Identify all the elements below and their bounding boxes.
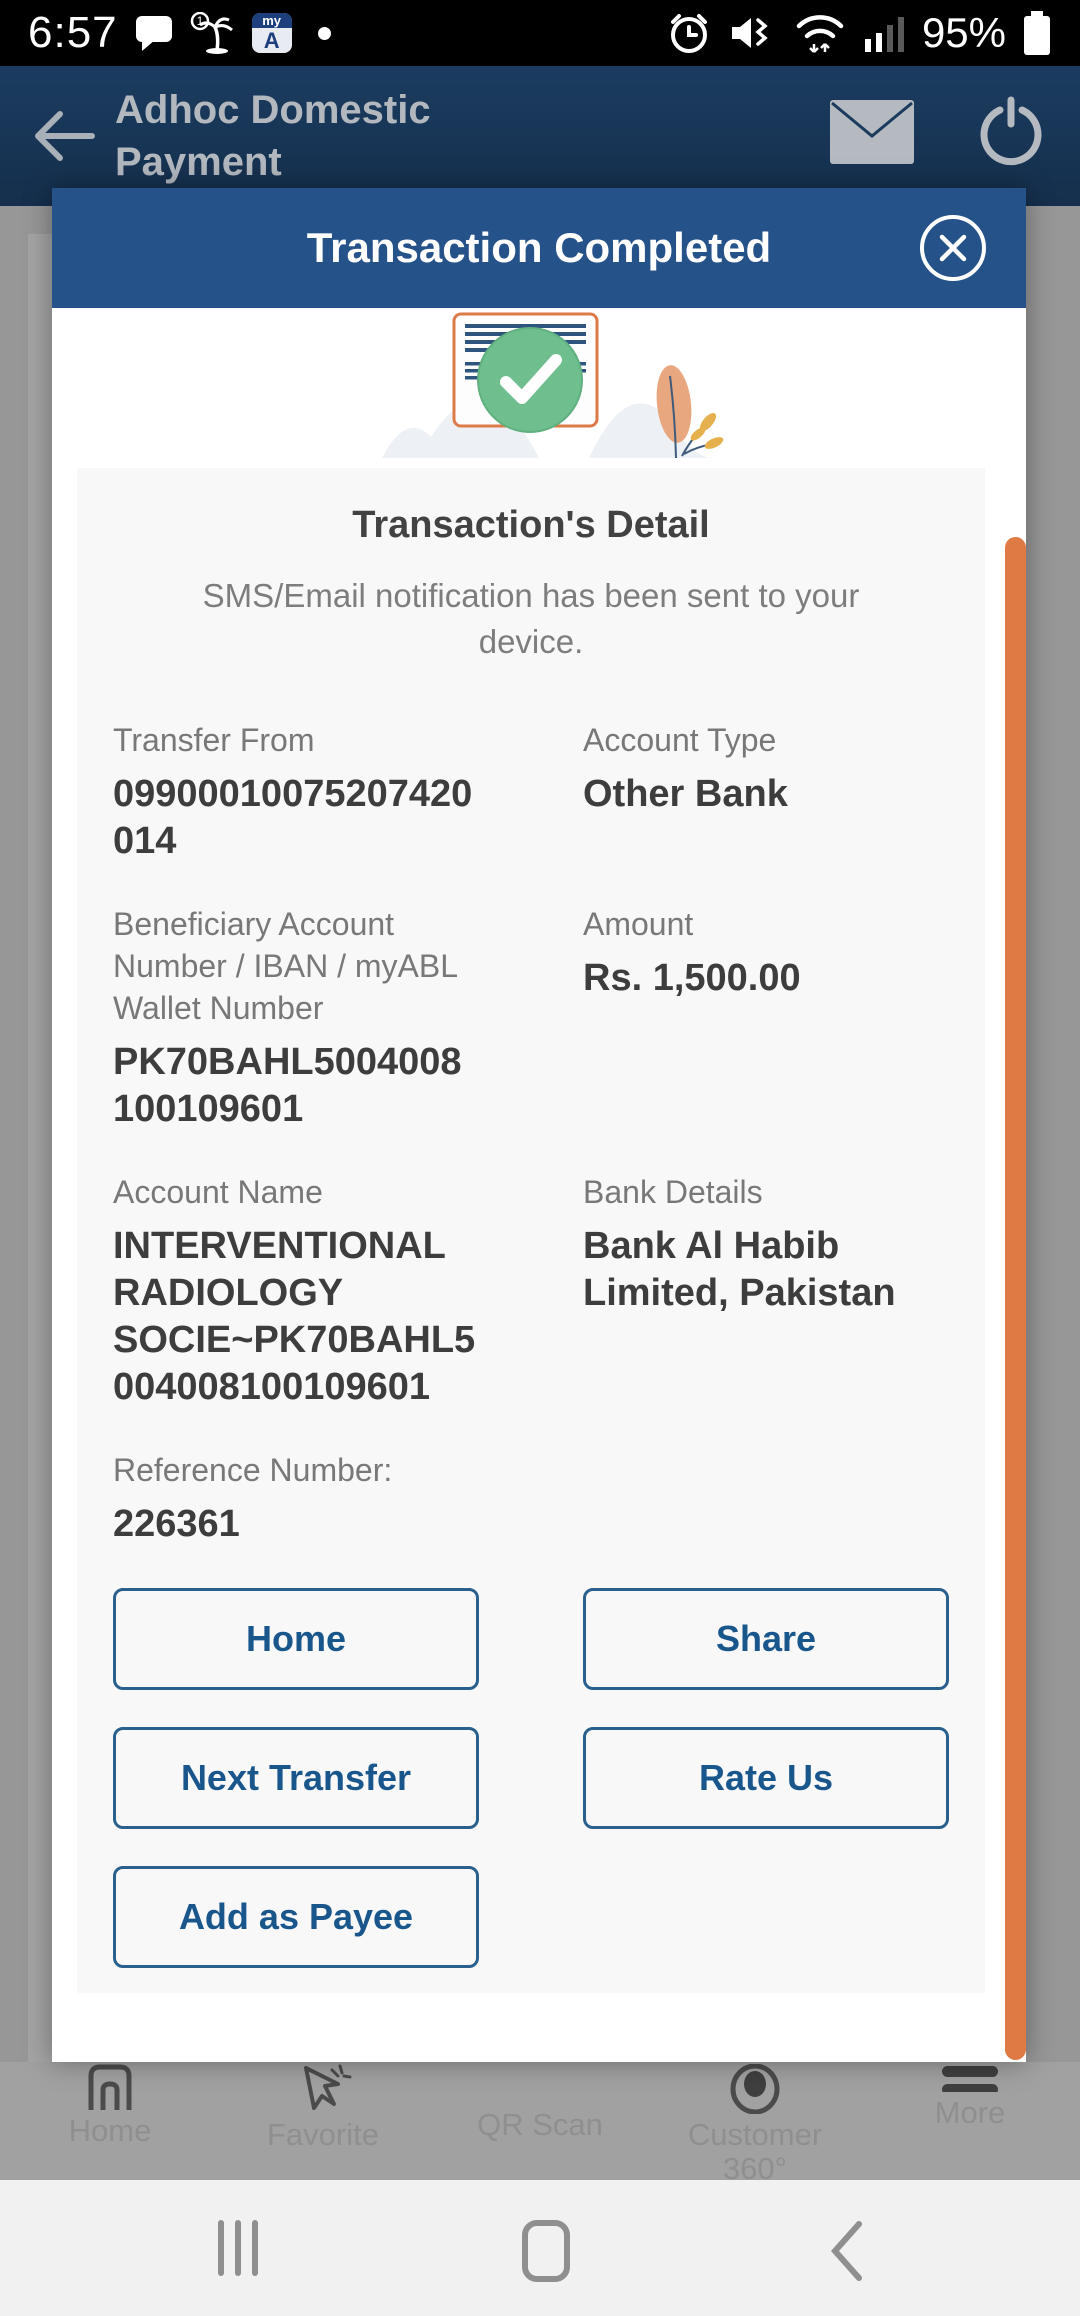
modal-title: Transaction Completed [306,224,772,271]
nav-label: Favorite [267,2117,379,2152]
field-amount [583,903,949,1133]
android-navigation-bar [0,2180,1080,2316]
customer-360-icon [726,2064,784,2114]
action-buttons [101,1588,961,1968]
vacation-app-notification-icon [190,12,236,54]
success-illustration [364,306,724,468]
home-button-icon[interactable] [522,2220,570,2282]
mail-icon[interactable] [828,98,916,168]
wifi-icon [792,10,848,56]
svg-text:1: 1 [196,14,203,28]
myabl-app-notification-icon: my A [252,13,292,53]
field-account-type [583,719,949,865]
field-transfer-from [113,719,479,865]
nav-item-more[interactable] [860,2062,1080,2130]
field-label: Reference Number: [113,1452,393,1488]
nav-label: QR Scan [477,2107,603,2142]
favorite-cursor-icon [292,2064,354,2114]
x-glyph [938,233,968,263]
close-icon[interactable] [920,215,986,281]
home-button[interactable]: Home [113,1588,479,1690]
message-notification-icon [134,14,174,52]
recents-button-icon[interactable] [218,2220,258,2276]
fields-grid [101,719,961,1548]
field-label: Bank Details [583,1174,763,1210]
field-value: PK70BAHL5004008100109601 [113,1041,462,1130]
nav-item-favorite[interactable] [213,2062,433,2152]
field-account-name [113,1171,479,1411]
clock-time: 6:57 [28,8,118,57]
nav-item-home[interactable] [0,2062,220,2148]
field-label: Amount [583,906,694,942]
field-bank-details [583,1171,949,1411]
modal-header [52,188,1026,308]
field-beneficiary-account [113,903,479,1133]
field-reference-number [113,1449,479,1548]
field-value: Rs. 1,500.00 [583,957,801,999]
back-arrow-icon[interactable] [28,106,104,166]
transaction-detail-card [77,468,985,1993]
bottom-navigation-bar [0,2062,1080,2186]
modal-scrollbar[interactable] [1005,537,1026,2060]
battery-icon [1022,9,1052,57]
home-icon [79,2064,141,2110]
field-value: INTERVENTIONAL RADIOLOGY SOCIE~PK70BAHL5004008100109601 [113,1225,476,1408]
share-button[interactable]: Share [583,1588,949,1690]
status-bar [0,0,1080,66]
detail-title: Transaction's Detail [352,504,710,546]
nav-label: Customer 360° [687,2117,823,2186]
detail-subtitle: SMS/Email notification has been sent to your device. [202,577,860,660]
field-label: Account Name [113,1174,323,1210]
add-as-payee-button[interactable]: Add as Payee [113,1866,479,1968]
field-value: Bank Al Habib Limited, Pakistan [583,1225,896,1314]
field-label: Transfer From [113,722,315,758]
signal-strength-icon [864,12,906,54]
back-button-icon[interactable] [826,2220,866,2282]
next-transfer-button[interactable]: Next Transfer [113,1727,479,1829]
transaction-completed-modal [52,188,1026,2062]
battery-percentage: 95% [921,9,1006,56]
success-check-circle [478,328,582,432]
power-logout-icon[interactable] [978,96,1044,168]
app-header [0,66,1080,206]
rate-us-button[interactable]: Rate Us [583,1727,949,1829]
field-label: Account Type [583,722,777,758]
notification-dot-icon [318,27,331,40]
nav-label: Home [68,2113,152,2148]
mute-vibrate-icon [728,12,776,54]
field-value: 09900010075207420014 [113,773,473,862]
field-label: Beneficiary Account Number / IBAN / myABL Wallet Number [113,906,457,1026]
nav-item-customer-360[interactable] [645,2062,865,2186]
nav-label: More [934,2095,1006,2130]
field-value: Other Bank [583,773,788,815]
page-title: Adhoc Domestic Payment [115,88,431,184]
nav-item-qr-scan[interactable] [430,2062,650,2142]
field-value: 226361 [113,1503,240,1545]
alarm-icon [666,10,712,56]
